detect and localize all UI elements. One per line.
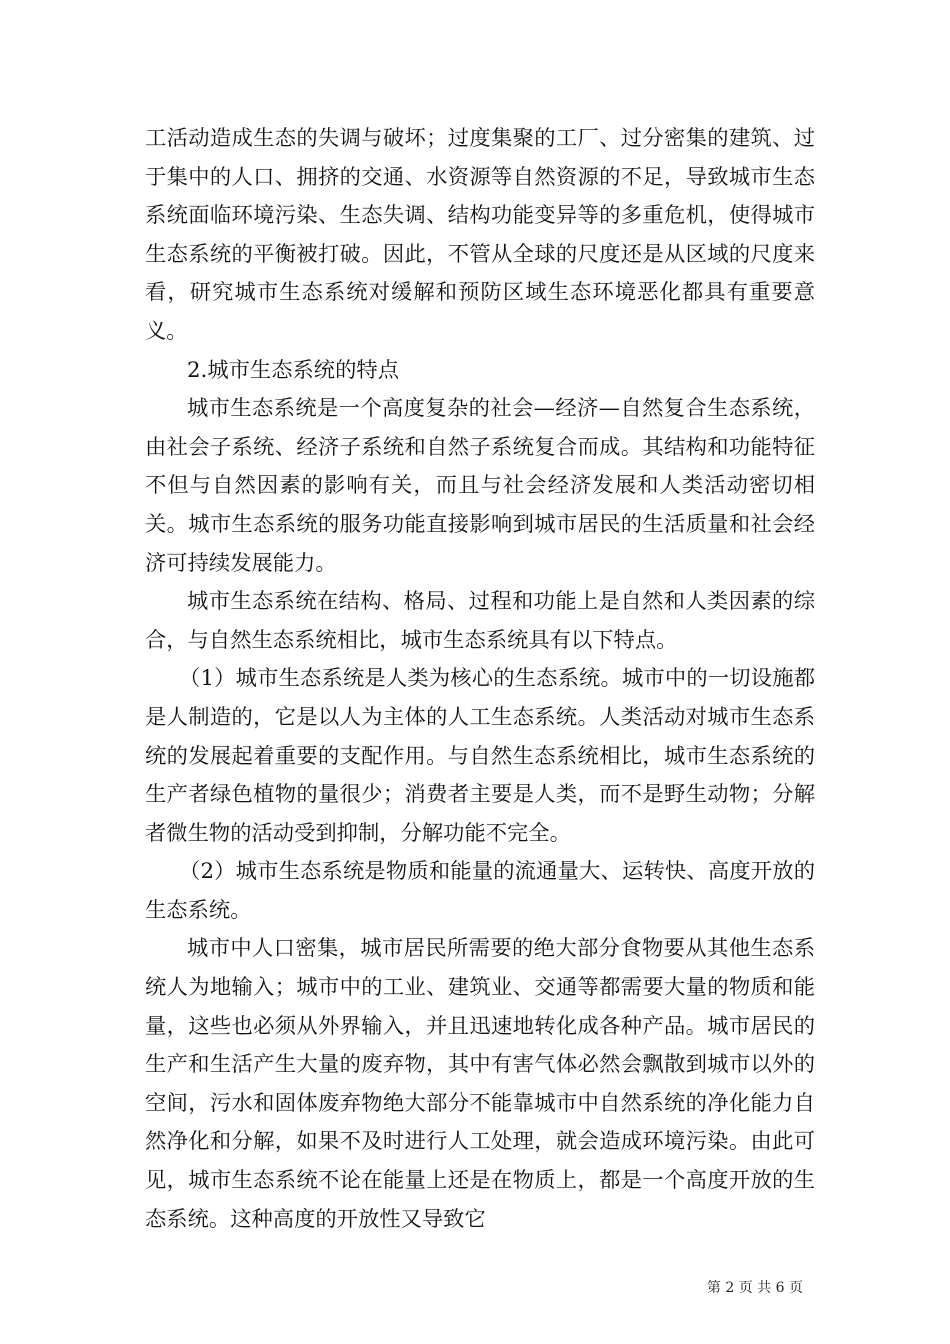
page-number: 第 2 页 共 6 页 xyxy=(706,1280,803,1296)
paragraph: 城市生态系统是一个高度复杂的社会—经济—自然复合生态系统，由社会子系统、经济子系统和自然子系统复合而成。其结构和功能特征不但与自然因素的影响有关，而且与社会经济发展和人类活动密切相关。城市生态系统的服务功能直接影响到城市居民的生活质量和社会经济可持续发展能力。 xyxy=(145,396,815,576)
document-body xyxy=(145,120,815,1239)
paragraph: 城市中人口密集，城市居民所需要的绝大部分食物要从其他生态系统人为地输入；城市中的工业、建筑业、交通等都需要大量的物质和能量，这些也必须从外界输入，并且迅速地转化成各种产品。城市居民的生产和生活产生大量的废弃物，其中有害气体必然会飘散到城市以外的空间，污水和固体废弃物绝大部分不能靠城市中自然系统的净化能力自然净化和分解，如果不及时进行人工处理，就会造成环境污染。由此可见，城市生态系统不论在能量上还是在物质上，都是一个高度开放的生态系统。这种高度的开放性又导致它 xyxy=(145,936,815,1232)
paragraph: 城市生态系统在结构、格局、过程和功能上是自然和人类因素的综合，与自然生态系统相比，城市生态系统具有以下特点。 xyxy=(145,589,815,653)
list-item: （1）城市生态系统是人类为核心的生态系统。城市中的一切设施都是人制造的，它是以人为主体的人工生态系统。人类活动对城市生态系统的发展起着重要的支配作用。与自然生态系统相比，城市生态系统的生产者绿色植物的量很少；消费者主要是人类，而不是野生动物；分解者微生物的活动受到抑制，分解功能不完全。 xyxy=(145,666,815,846)
section-heading: 2.城市生态系统的特点 xyxy=(187,357,399,383)
paragraph-continuation: 工活动造成生态的失调与破坏；过度集聚的工厂、过分密集的建筑、过于集中的人口、拥挤的交通、水资源等自然资源的不足，导致城市生态系统面临环境污染、生态失调、结构功能变异等的多重危机，使得城市生态系统的平衡被打破。因此，不管从全球的尺度还是从区域的尺度来看，研究城市生态系统对缓解和预防区域生态环境恶化都具有重要意义。 xyxy=(145,126,815,344)
list-item: （2）城市生态系统是物质和能量的流通量大、运转快、高度开放的生态系统。 xyxy=(145,859,815,923)
